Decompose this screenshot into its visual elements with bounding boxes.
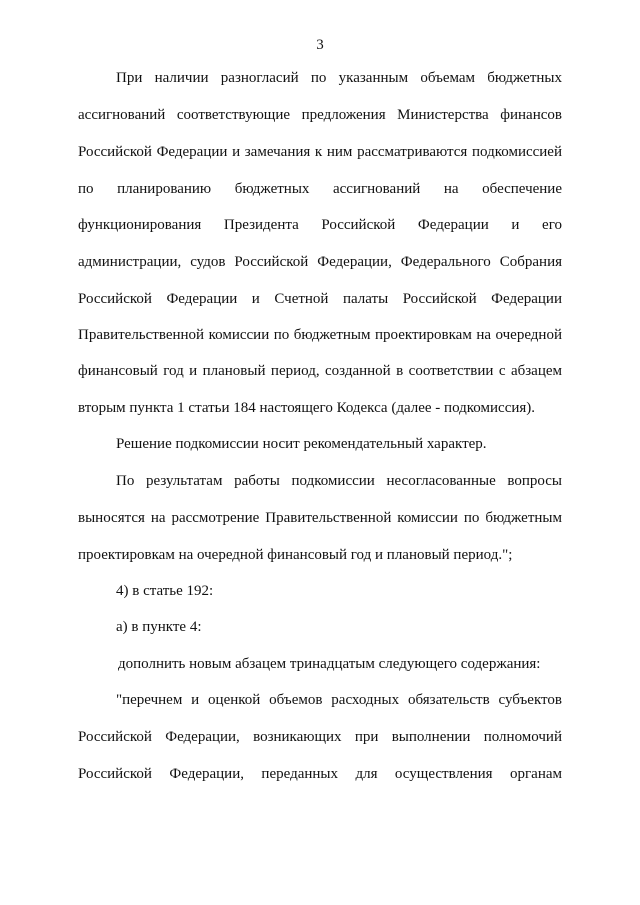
text-line: Российской Федерации и Счетной палаты Российской Федерации [78,291,562,307]
text-line: финансовый год и плановый период, созданной в соответствии с абзацем [78,363,562,379]
text-line: При наличии разногласий по указанным объемам бюджетных [116,70,562,86]
text-line: а) в пункте 4: [116,619,202,635]
text-line: Российской Федерации и замечания к ним рассматриваются подкомиссией [78,144,562,160]
text-line: Правительственной комиссии по бюджетным проектировкам на очередной [78,327,562,343]
text-line: По результатам работы подкомиссии несогласованные вопросы [116,473,562,489]
text-line: Решение подкомиссии носит рекомендательный характер. [116,436,487,452]
text-line: Российской Федерации, переданных для осуществления органам [78,766,562,782]
text-line: Российской Федерации, возникающих при выполнении полномочий [78,729,562,745]
text-line: по планированию бюджетных ассигнований на обеспечение [78,181,562,197]
text-line: "перечнем и оценкой объемов расходных обязательств субъектов [116,692,562,708]
text-line: ассигнований соответствующие предложения Министерства финансов [78,107,562,123]
text-line: выносятся на рассмотрение Правительственной комиссии по бюджетным [78,510,562,526]
page-number: 3 [316,37,324,53]
text-line: вторым пункта 1 статьи 184 настоящего Кодекса (далее - подкомиссия). [78,400,536,416]
text-line: проектировкам на очередной финансовый год и плановый период."; [78,547,513,563]
text-line: функционирования Президента Российской Федерации и его [78,217,562,233]
text-line: дополнить новым абзацем тринадцатым следующего содержания: [118,656,541,672]
text-line: 4) в статье 192: [116,583,214,599]
text-line: администрации, судов Российской Федерации, Федерального Собрания [78,254,562,270]
